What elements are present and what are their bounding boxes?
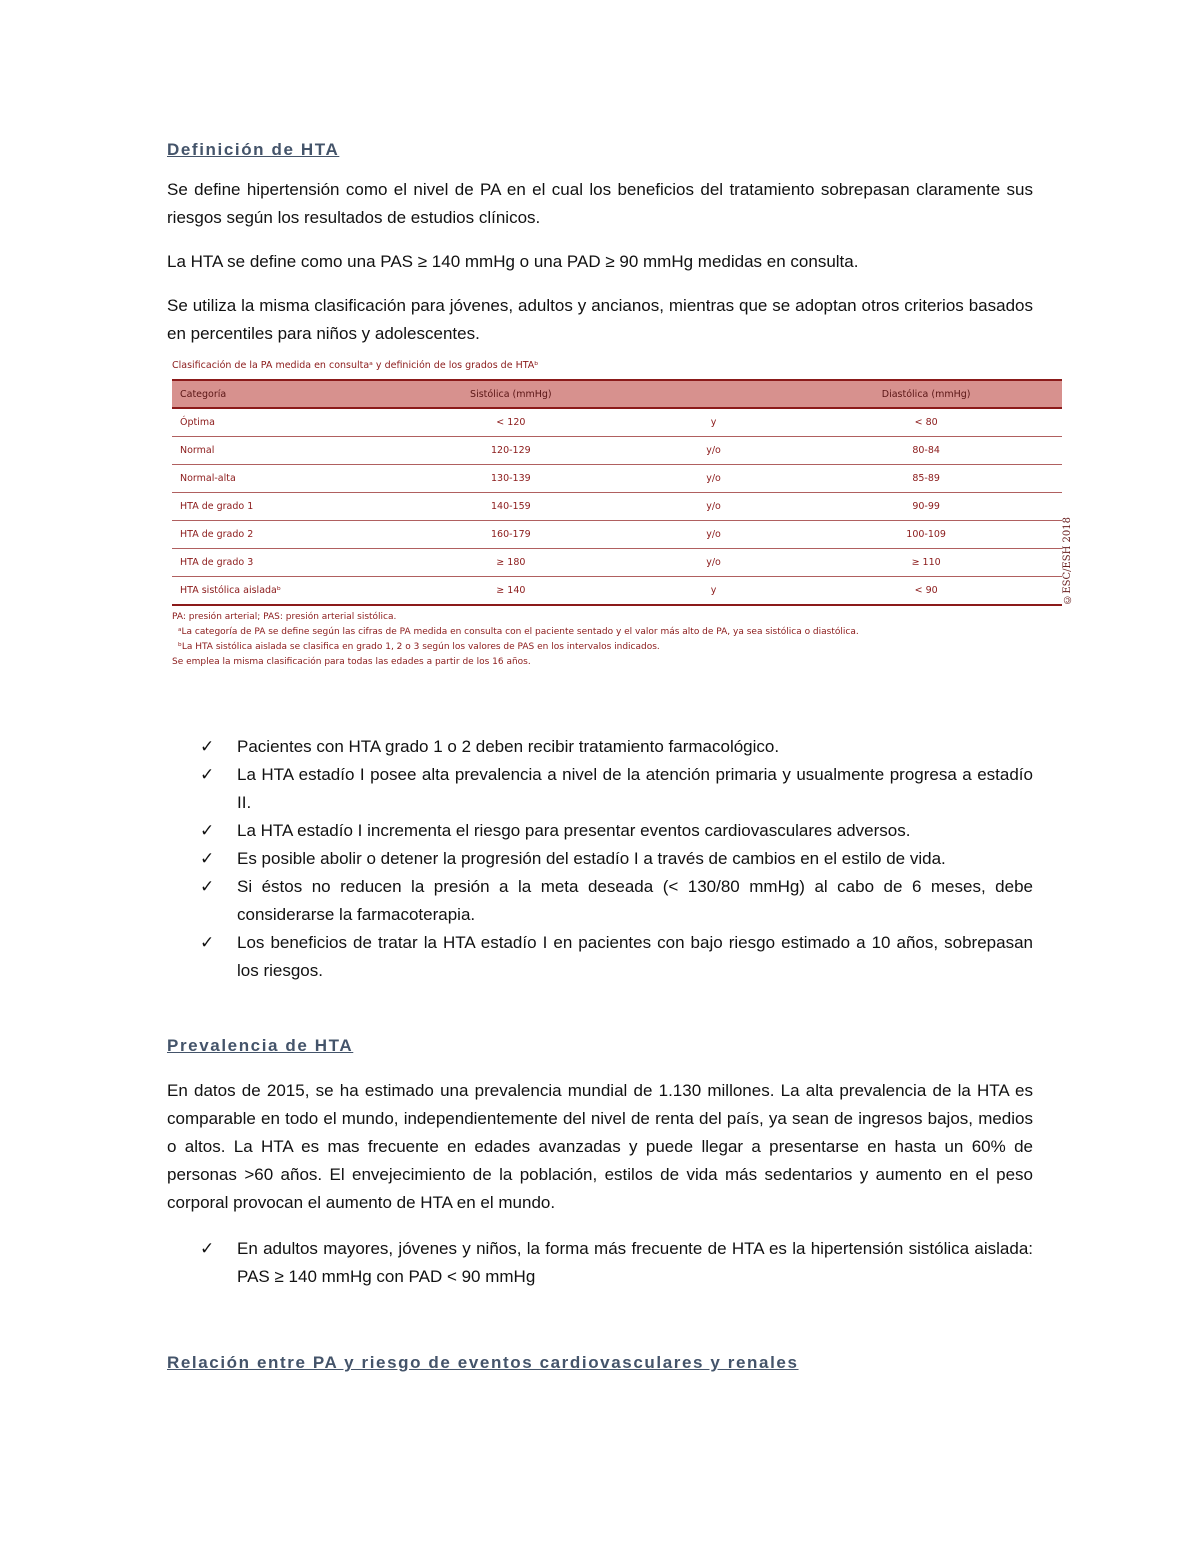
table-row — [172, 521, 1062, 549]
checkmark-icon: ✓ — [200, 737, 215, 757]
table-header-row — [172, 380, 1062, 408]
classification-figure — [172, 360, 1082, 670]
heading-prevalencia: Prevalencia de HTA — [167, 1036, 354, 1055]
figure-note: PA: presión arterial; PAS: presión arterial sistólica. — [172, 612, 397, 622]
heading-relacion: Relación entre PA y riesgo de eventos cardiovasculares y renales — [167, 1353, 799, 1372]
cell-category: Normal — [172, 437, 385, 465]
header-connector — [637, 380, 790, 408]
cell-systolic: ≥ 180 — [385, 549, 637, 577]
list-item — [200, 733, 1033, 761]
cell-category: Óptima — [172, 408, 385, 437]
cell-diastolic: < 80 — [790, 408, 1062, 437]
list-item-text: La HTA estadío I posee alta prevalencia a nivel de la atención primaria y usualmente progresa a estadío II. — [237, 765, 1033, 812]
list-item-text: Es posible abolir o detener la progresión del estadío I a través de cambios en el estilo de vida. — [237, 849, 946, 868]
list-item — [200, 845, 1033, 873]
cell-diastolic: 80-84 — [790, 437, 1062, 465]
figure-note: Se emplea la misma clasificación para todas las edades a partir de los 16 años. — [172, 657, 531, 667]
list-item — [200, 873, 1033, 929]
table-row — [172, 577, 1062, 606]
table-row — [172, 465, 1062, 493]
list-item-text: Pacientes con HTA grado 1 o 2 deben recibir tratamiento farmacológico. — [237, 737, 780, 756]
list-item — [200, 817, 1033, 845]
list-item — [200, 1235, 1033, 1291]
cell-diastolic: 85-89 — [790, 465, 1062, 493]
cell-diastolic: 90-99 — [790, 493, 1062, 521]
header-category: Categoría — [172, 380, 385, 408]
checklist-prevalencia — [200, 1235, 1033, 1291]
list-item-text: La HTA estadío I incrementa el riesgo para presentar eventos cardiovasculares adversos. — [237, 821, 911, 840]
cell-systolic: 130-139 — [385, 465, 637, 493]
header-systolic: Sistólica (mmHg) — [385, 380, 637, 408]
cell-systolic: ≥ 140 — [385, 577, 637, 606]
cell-connector: y/o — [637, 437, 790, 465]
list-item-text: Los beneficios de tratar la HTA estadío I en pacientes con bajo riesgo estimado a 10 años, sobrepasan los riesgos. — [237, 933, 1033, 980]
checkmark-icon: ✓ — [200, 933, 215, 953]
section-definicion — [167, 140, 1033, 348]
table-row — [172, 549, 1062, 577]
checkmark-icon: ✓ — [200, 821, 215, 841]
table-row — [172, 437, 1062, 465]
paragraph-definicion-3: Se utiliza la misma clasificación para jóvenes, adultos y ancianos, mientras que se adoptan otros criterios basados en percentiles para niños y adolescentes. — [167, 296, 1033, 343]
list-item-text: En adultos mayores, jóvenes y niños, la forma más frecuente de HTA es la hipertensión sistólica aislada: PAS ≥ 140 mmHg con PAD < 90 mmHg — [237, 1239, 1033, 1286]
classification-table — [172, 379, 1062, 606]
cell-connector: y/o — [637, 465, 790, 493]
cell-systolic: 120-129 — [385, 437, 637, 465]
cell-category: Normal-alta — [172, 465, 385, 493]
heading-definicion: Definición de HTA — [167, 140, 340, 159]
table-row — [172, 408, 1062, 437]
list-item-text: Si éstos no reducen la presión a la meta deseada (< 130/80 mmHg) al cabo de 6 meses, debe considerarse la farmacoterapia. — [237, 877, 1033, 924]
figure-note: ᵇLa HTA sistólica aislada se clasifica en grado 1, 2 o 3 según los valores de PAS en los intervalos indicados. — [178, 642, 660, 652]
paragraph-definicion-1: Se define hipertensión como el nivel de PA en el cual los beneficios del tratamiento sobrepasan claramente sus riesgos según los resultados de estudios clínicos. — [167, 180, 1033, 227]
figure-copyright: ©ESC/ESH 2018 — [1062, 517, 1073, 605]
cell-diastolic: ≥ 110 — [790, 549, 1062, 577]
cell-category: HTA de grado 1 — [172, 493, 385, 521]
list-item — [200, 929, 1033, 985]
cell-category: HTA de grado 3 — [172, 549, 385, 577]
cell-connector: y/o — [637, 493, 790, 521]
figure-note: ᵃLa categoría de PA se define según las cifras de PA medida en consulta con el paciente sentado y el valor más alto de PA, ya sea sistólica o diastólica. — [178, 627, 859, 637]
cell-connector: y/o — [637, 521, 790, 549]
checkmark-icon: ✓ — [200, 849, 215, 869]
cell-systolic: 140-159 — [385, 493, 637, 521]
checkmark-icon: ✓ — [200, 877, 215, 897]
paragraph-definicion-2: La HTA se define como una PAS ≥ 140 mmHg o una PAD ≥ 90 mmHg medidas en consulta. — [167, 252, 859, 271]
cell-systolic: < 120 — [385, 408, 637, 437]
figure-caption: Clasificación de la PA medida en consultaᵃ y definición de los grados de HTAᵇ — [172, 360, 539, 371]
cell-connector: y — [637, 408, 790, 437]
cell-systolic: 160-179 — [385, 521, 637, 549]
cell-connector: y — [637, 577, 790, 606]
header-diastolic: Diastólica (mmHg) — [790, 380, 1062, 408]
checklist-hta-stage — [200, 733, 1033, 985]
checkmark-icon: ✓ — [200, 765, 215, 785]
figure-notes — [172, 610, 1082, 670]
cell-connector: y/o — [637, 549, 790, 577]
table-row — [172, 493, 1062, 521]
paragraph-prevalencia: En datos de 2015, se ha estimado una prevalencia mundial de 1.130 millones. La alta prevalencia de la HTA es comparable en todo el mundo, independientemente del nivel de renta del país, ya sean de ingresos bajos, medios o altos. La HTA es mas frecuente en edades avanzadas y puede llegar a presentarse en hasta un 60% de personas >60 años. El envejecimiento de la población, estilos de vida más sedentarios y aumento en el peso corporal provocan el aumento de HTA en el mundo. — [167, 1081, 1033, 1212]
cell-diastolic: < 90 — [790, 577, 1062, 606]
cell-category: HTA sistólica aisladaᵇ — [172, 577, 385, 606]
cell-category: HTA de grado 2 — [172, 521, 385, 549]
checkmark-icon: ✓ — [200, 1239, 215, 1259]
list-item — [200, 761, 1033, 817]
cell-diastolic: 100-109 — [790, 521, 1062, 549]
